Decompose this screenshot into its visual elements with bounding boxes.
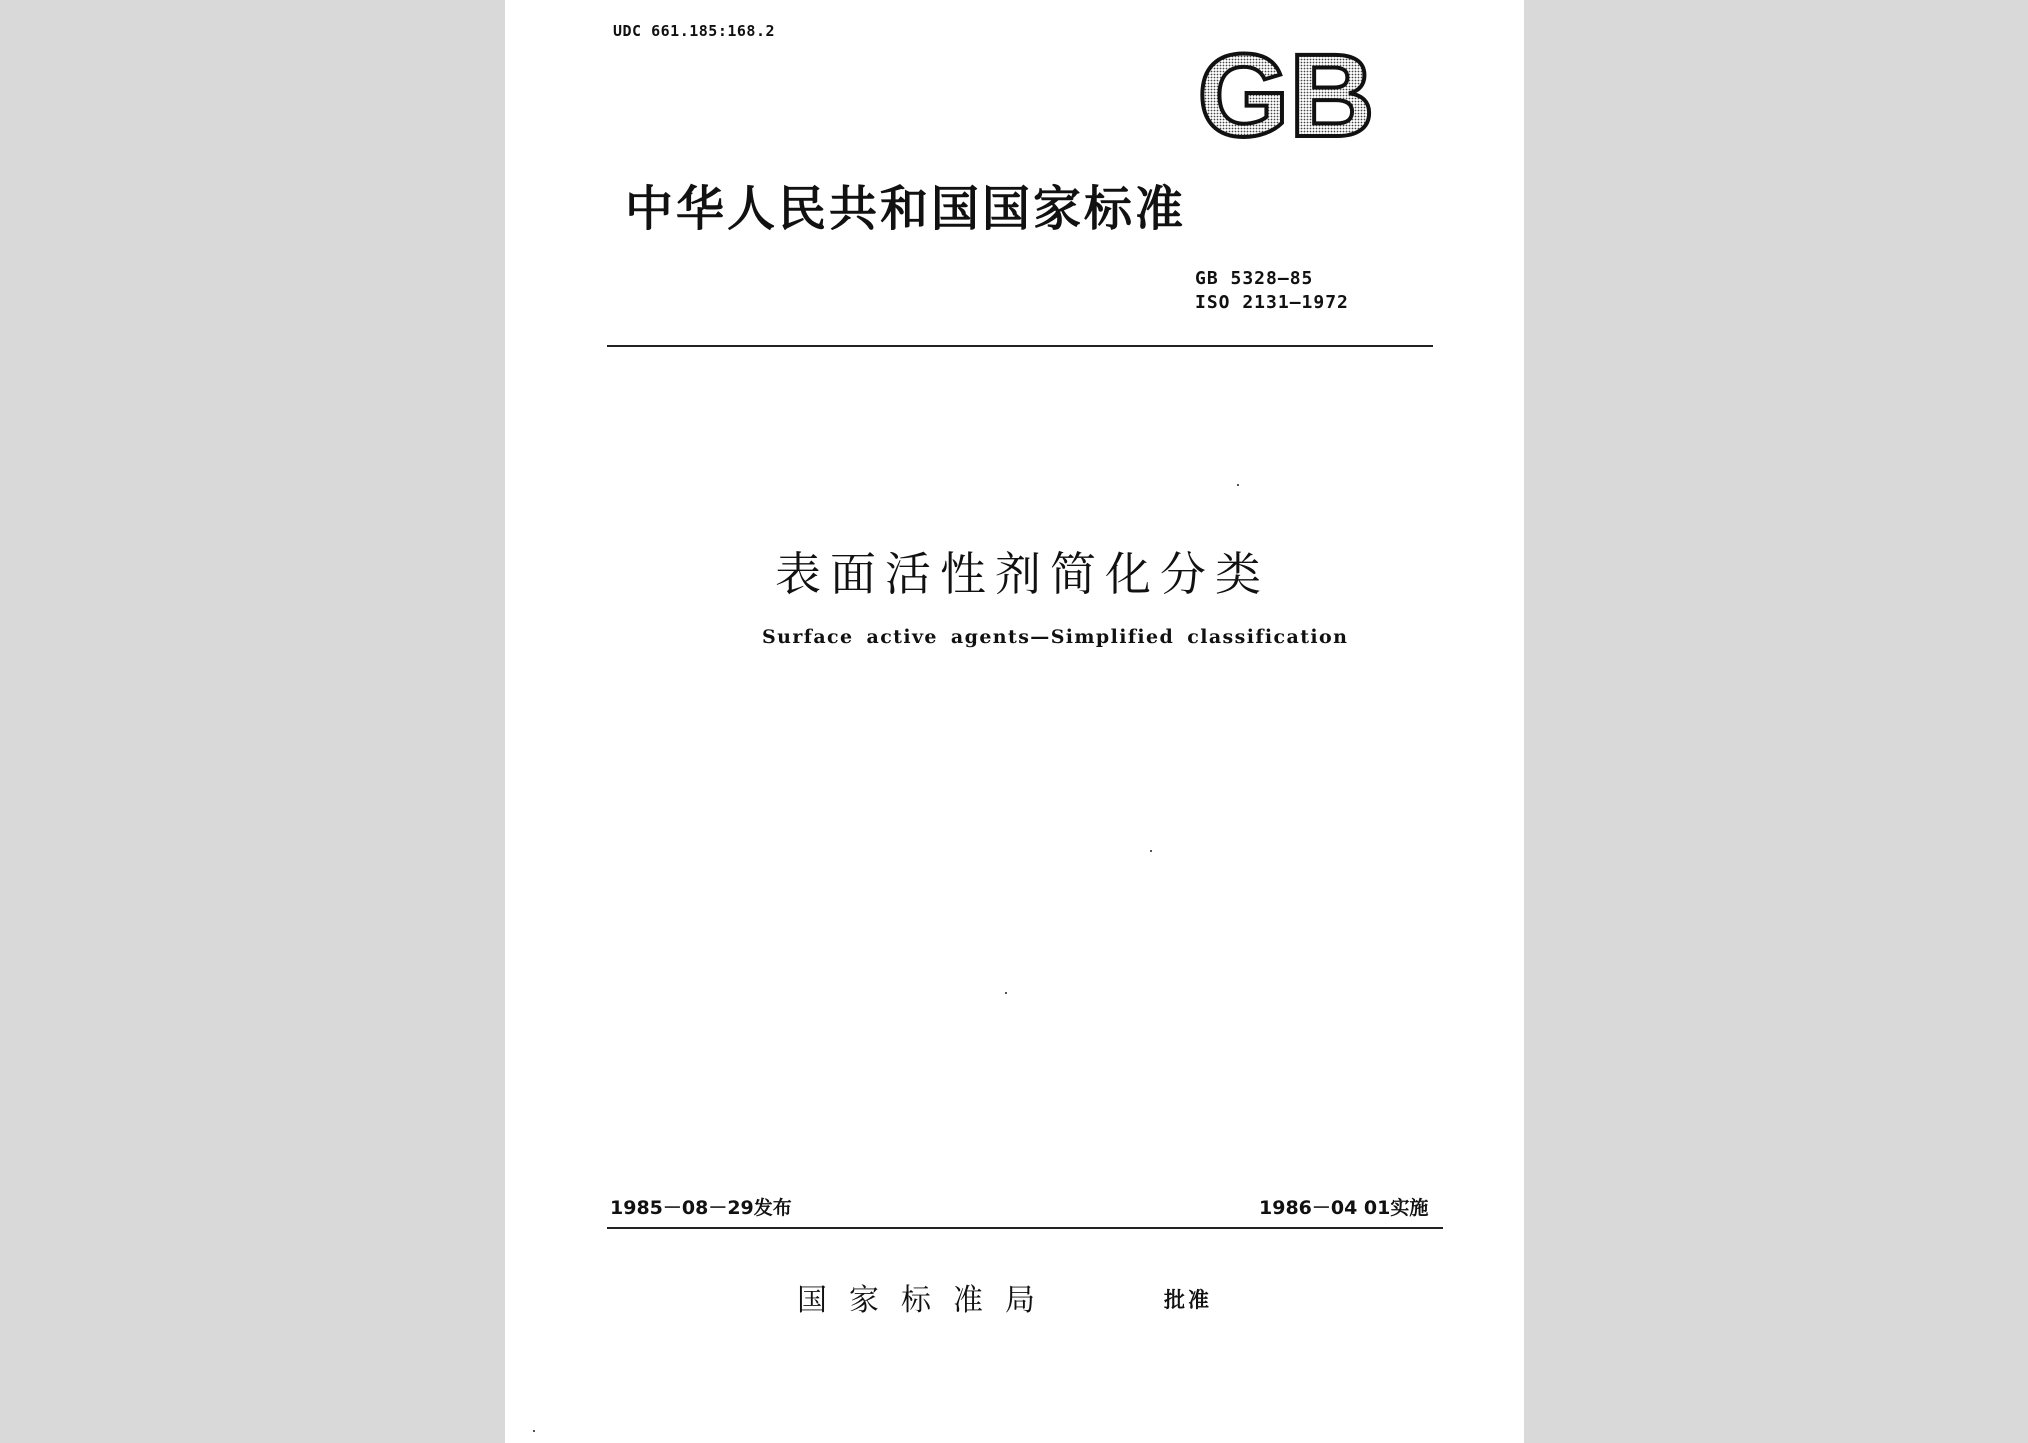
scan-speck <box>1150 850 1152 852</box>
document-title-en: Surface active agents—Simplified classification <box>762 626 1349 648</box>
gb-logo-text: GB <box>1197 40 1375 148</box>
header-divider <box>607 345 1433 347</box>
iso-number: ISO 2131—1972 <box>1195 292 1349 313</box>
scan-speck <box>1237 484 1239 486</box>
scan-speck <box>533 1430 535 1432</box>
issue-date: 1985－08－29发布 <box>610 1197 792 1219</box>
approval-label: 批准 <box>1164 1287 1212 1312</box>
standard-number: GB 5328—85 <box>1195 268 1314 289</box>
scan-speck <box>1005 992 1007 994</box>
document-page <box>505 0 1524 1443</box>
gb-logo <box>1186 40 1386 148</box>
udc-code: UDC 661.185:168.2 <box>613 22 776 40</box>
issuing-authority: 国家标准局 <box>797 1283 1057 1318</box>
national-standard-title: 中华人民共和国国家标准 <box>625 181 1187 237</box>
implementation-date: 1986－04 01实施 <box>1259 1197 1429 1219</box>
footer-divider <box>607 1227 1443 1229</box>
document-title-cn: 表面活性剂简化分类 <box>775 547 1270 601</box>
